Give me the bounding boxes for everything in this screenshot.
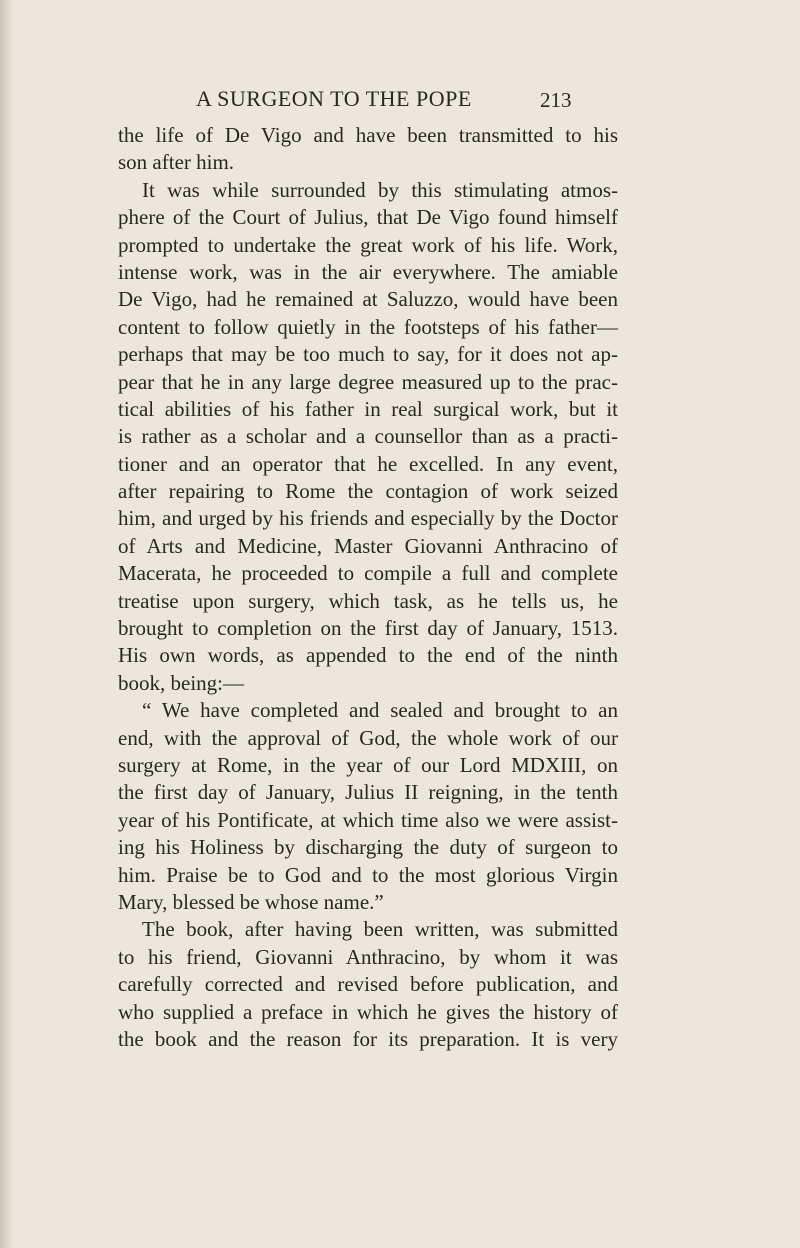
text-line: the book and the reason for its preparation. It is very — [118, 1026, 618, 1051]
text-line: perhaps that may be too much to say, for it does not ap- — [118, 342, 618, 367]
text-line: surgery at Rome, in the year of our Lord MDXIII, on — [118, 752, 618, 777]
text-line: after repairing to Rome the contagion of work seized — [118, 479, 618, 504]
text-line: carefully corrected and revised before publication, and — [118, 972, 618, 997]
text-line: It was while surrounded by this stimulating atmos- — [142, 177, 618, 202]
text-line: tioner and an operator that he excelled. In any event, — [118, 451, 618, 476]
text-line: pear that he in any large degree measured up to the prac- — [118, 369, 618, 394]
text-line: His own words, as appended to the end of the ninth — [118, 643, 618, 668]
page-number: 213 — [540, 88, 572, 112]
text-line: Mary, blessed be whose name.” — [118, 889, 384, 914]
text-line: year of his Pontificate, at which time also we were assist- — [118, 807, 618, 832]
text-line: treatise upon surgery, which task, as he tells us, he — [118, 588, 618, 613]
text-line: book, being:— — [118, 670, 244, 695]
text-line: to his friend, Giovanni Anthracino, by whom it was — [118, 944, 618, 969]
text-line: end, with the approval of God, the whole work of our — [118, 725, 618, 750]
text-line: son after him. — [118, 150, 235, 175]
text-line: him. Praise be to God and to the most glorious Virgin — [118, 862, 618, 887]
text-line: the first day of January, Julius II reigning, in the tenth — [118, 780, 618, 805]
text-line: ing his Holiness by discharging the duty of surgeon to — [118, 835, 618, 860]
body-text — [118, 122, 618, 1053]
text-line: is rather as a scholar and a counsellor than as a practi- — [118, 424, 618, 449]
text-line: him, and urged by his friends and especially by the Doctor — [118, 506, 618, 531]
text-line: prompted to undertake the great work of his life. Work, — [118, 232, 618, 257]
text-line: Macerata, he proceeded to compile a full and complete — [118, 561, 618, 586]
text-line: the life of De Vigo and have been transmitted to his — [118, 123, 618, 147]
text-line: tical abilities of his father in real surgical work, but it — [118, 396, 618, 421]
text-line: of Arts and Medicine, Master Giovanni Anthracino of — [118, 533, 618, 558]
text-line: brought to completion on the first day of January, 1513. — [118, 616, 618, 641]
text-line: “ We have completed and sealed and brought to an — [142, 698, 618, 723]
text-line: The book, after having been written, was submitted — [142, 917, 618, 942]
text-line: who supplied a preface in which he gives the history of — [118, 999, 618, 1024]
text-line: content to follow quietly in the footsteps of his father— — [118, 314, 618, 339]
text-line: De Vigo, had he remained at Saluzzo, would have been — [118, 287, 618, 312]
running-head: A SURGEON TO THE POPE — [196, 86, 472, 111]
text-line: phere of the Court of Julius, that De Vigo found himself — [118, 205, 618, 230]
text-line: intense work, was in the air everywhere. The amiable — [118, 259, 618, 284]
